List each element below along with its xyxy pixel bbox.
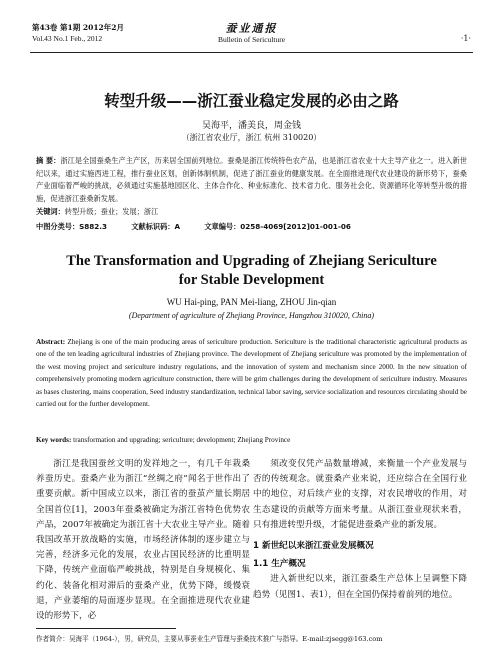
clc-number: 中图分类号：S882.3 — [36, 222, 108, 231]
affiliation-cn: （浙江省农业厅，浙江 杭州 310020） — [181, 133, 322, 142]
abstract-cn-label: 摘 要： — [36, 156, 61, 165]
paper-title-en-line1: The Transformation and Upgrading of Zhejiang Sericulture — [66, 253, 437, 269]
journal-name-en: Bulletin of Sericulture — [217, 35, 286, 44]
author-footnote: 作者简介：吴海平（1964-），男，研究员，主要从事蚕业生产管理与蚕桑技术推广与指导。E-mail:zjsegg@163.com — [36, 635, 383, 643]
article-number: 文章编号：0258-4069[2012]01-001-06 — [204, 222, 351, 231]
page-number: ·1· — [460, 34, 471, 43]
abstract-en-text: Zhejiang is one of the main producing areas of sericulture production. Sericulture is the traditional characteristic agricultural products as one of the ten leading agricultural industries of Zhejiang province. The development of Zhejiang sericulture was promoted by the implementation of the west moving project and sericulture industry regulations, and the innovation of system and mechanism since 2000. In the new situation of comprehensively promoting modern agriculture construction, there will be grim challenges during the development of sericulture industry. Measures as bases clustering, mains cooperation, Seed industry standardization, technical labor saving, service socialization and resources circulating should be carried out for the further development. — [36, 338, 468, 409]
body-left-column — [36, 457, 250, 624]
section-heading-1: 1 新世纪以来浙江蚕业发展概况 — [253, 541, 374, 552]
keywords-cn-label: 关键词： — [36, 207, 65, 216]
affiliation-en: (Department of agriculture of Zhejiang Province, Hangzhou 310020, China) — [128, 311, 375, 320]
subsection-heading-1-1: 1.1 生产概况 — [253, 559, 306, 570]
keywords-cn-text: 转型升级；蚕业；发展；浙江 — [64, 207, 159, 216]
classification-line — [36, 222, 467, 232]
paper-title-cn: 转型升级——浙江蚕业稳定发展的必由之路 — [104, 92, 399, 110]
subsection-paragraph: 进入新世纪以来，浙江蚕桑生产总体上呈调整下降趋势（见图1、表1），但在全国仍保持着前列的地位。 — [253, 574, 467, 600]
authors-en: WU Hai-ping, PAN Mei-liang, ZHOU Jin-qian — [166, 297, 337, 307]
document-code: 文献标识码：A — [131, 222, 181, 231]
abstract-cn — [36, 155, 467, 205]
intro-paragraph: 浙江是我国蚕丝文明的发祥地之一，有几千年栽桑养蚕历史。蚕桑产业为浙江“丝绸之府”闻名于世作出了重要贡献。新中国成立以来，浙江省的蚕茧产量长期居全国首位[1]，2003年蚕桑被确定为浙江省特色优势农产品，2007年被确定为浙江省十大农业主导产业。随着我国改革开放战略的实施，市场经济体制的逐步建立与完善，经济多元化的发展，农业占国民经济的比重明显下降，传统产业面临严峻挑战，特别是自身规模化、集约化、装备化相对滞后的蚕桑产业，优势下降，缓慢衰退，产业萎缩的局面逐步显现。在全面推进现代农业建设的形势下，必 — [36, 459, 250, 622]
footnote-divider — [36, 628, 176, 629]
authors-cn: 吴海平，潘美良，周金钱 — [201, 121, 301, 131]
intro-paragraph-continued: 须改变仅凭产品数量增减，来衡量一个产业发展与否的传统观念。就蚕桑产业来说，还应综合在全国行业中的地位，对后续产业的支撑，对农民增收的作用，对生态建设的贡献等方面来考量。从浙江蚕业现状来看，只有推进转型升级，才能促进蚕桑产业的新发展。 — [253, 459, 467, 530]
body-right-column — [253, 457, 467, 603]
abstract-cn-text: 浙江是全国蚕桑生产主产区，历来居全国前列地位。蚕桑是浙江传统特色农产品，也是浙江省农业十大主导产业之一。进入新世纪以来，通过实施西进工程，推行蚕业区划，创新体制机制，促进了浙江蚕业的健康发展。在全面推进现代农业建设的新形势下，蚕桑产业面临着严峻的挑战，必须通过实施基地园区化、主体合作化、种业标准化、技术省力化、服务社会化、资源循环化等转型升级的措施，促进浙江蚕桑新发展。 — [36, 156, 467, 203]
abstract-en — [36, 336, 467, 410]
journal-name-cn: 蚕业通报 — [225, 22, 278, 35]
abstract-en-label: Abstract: — [36, 338, 66, 346]
running-header — [30, 22, 473, 53]
keywords-en — [36, 436, 467, 444]
keywords-en-label: Key words: — [36, 436, 72, 444]
paper-title-en — [0, 252, 503, 290]
keywords-en-text: transformation and upgrading; sericulture; development; Zhejiang Province — [73, 436, 291, 444]
keywords-cn — [36, 207, 467, 217]
paper-title-en-line2: for Stable Development — [178, 272, 325, 288]
journal-issue-en: Vol.43 No.1 Feb., 2012 — [32, 34, 103, 43]
journal-issue-cn: 第43卷 第1期 2012年2月 — [32, 23, 124, 32]
